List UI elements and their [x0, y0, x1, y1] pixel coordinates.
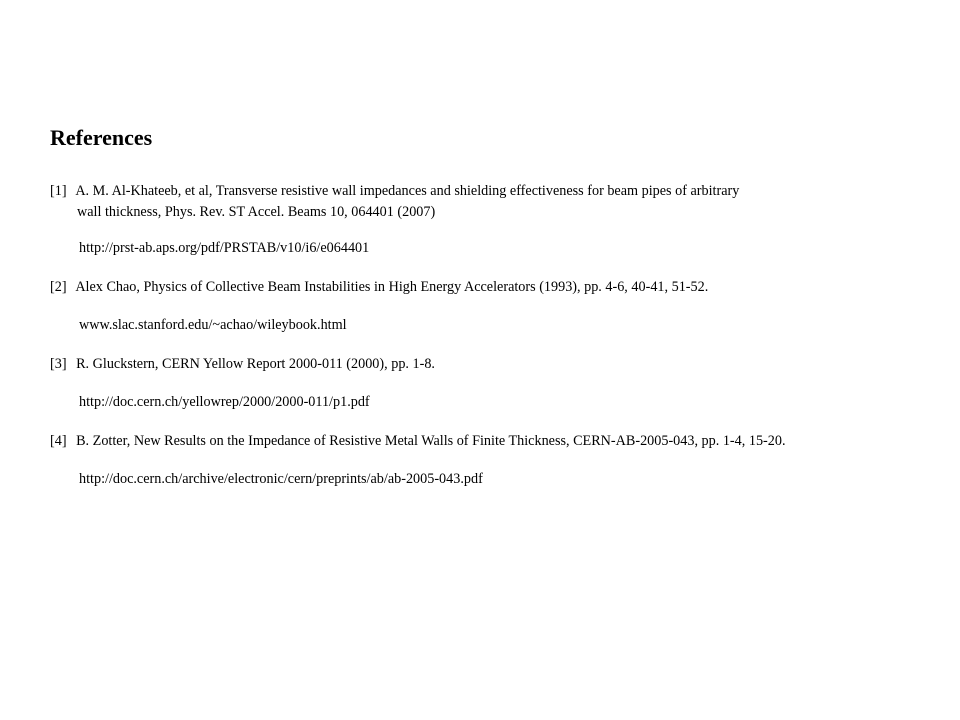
- reference-2: [50, 278, 708, 296]
- page-title: References: [50, 125, 153, 150]
- reference-text: Alex Chao, Physics of Collective Beam Instabilities in High Energy Accelerators (1993), pp. 4-6, 40-41, 51-52.: [75, 279, 709, 295]
- reference-number: [3]: [50, 356, 67, 372]
- reference-4-url[interactable]: http://doc.cern.ch/archive/electronic/cern/preprints/ab/ab-2005-043.pdf: [79, 471, 483, 487]
- reference-number: [4]: [50, 433, 67, 449]
- reference-number: [1]: [50, 183, 67, 199]
- reference-3: [50, 355, 435, 373]
- reference-text: R. Gluckstern, CERN Yellow Report 2000-011 (2000), pp. 1-8.: [76, 356, 435, 372]
- reference-1: [50, 182, 739, 200]
- reference-4: [50, 432, 786, 450]
- reference-3-url[interactable]: http://doc.cern.ch/yellowrep/2000/2000-011/p1.pdf: [79, 394, 370, 410]
- reference-1-url[interactable]: http://prst-ab.aps.org/pdf/PRSTAB/v10/i6/e064401: [79, 240, 370, 256]
- reference-text: B. Zotter, New Results on the Impedance of Resistive Metal Walls of Finite Thickness, CERN-AB-2005-043, pp. 1-4, 15-20.: [76, 433, 786, 449]
- reference-2-url[interactable]: www.slac.stanford.edu/~achao/wileybook.html: [79, 317, 347, 333]
- reference-number: [2]: [50, 279, 67, 295]
- reference-text: A. M. Al-Khateeb, et al, Transverse resistive wall impedances and shielding effectiveness for beam pipes of arbitrary: [75, 183, 740, 199]
- reference-1-continuation: wall thickness, Phys. Rev. ST Accel. Beams 10, 064401 (2007): [77, 204, 436, 220]
